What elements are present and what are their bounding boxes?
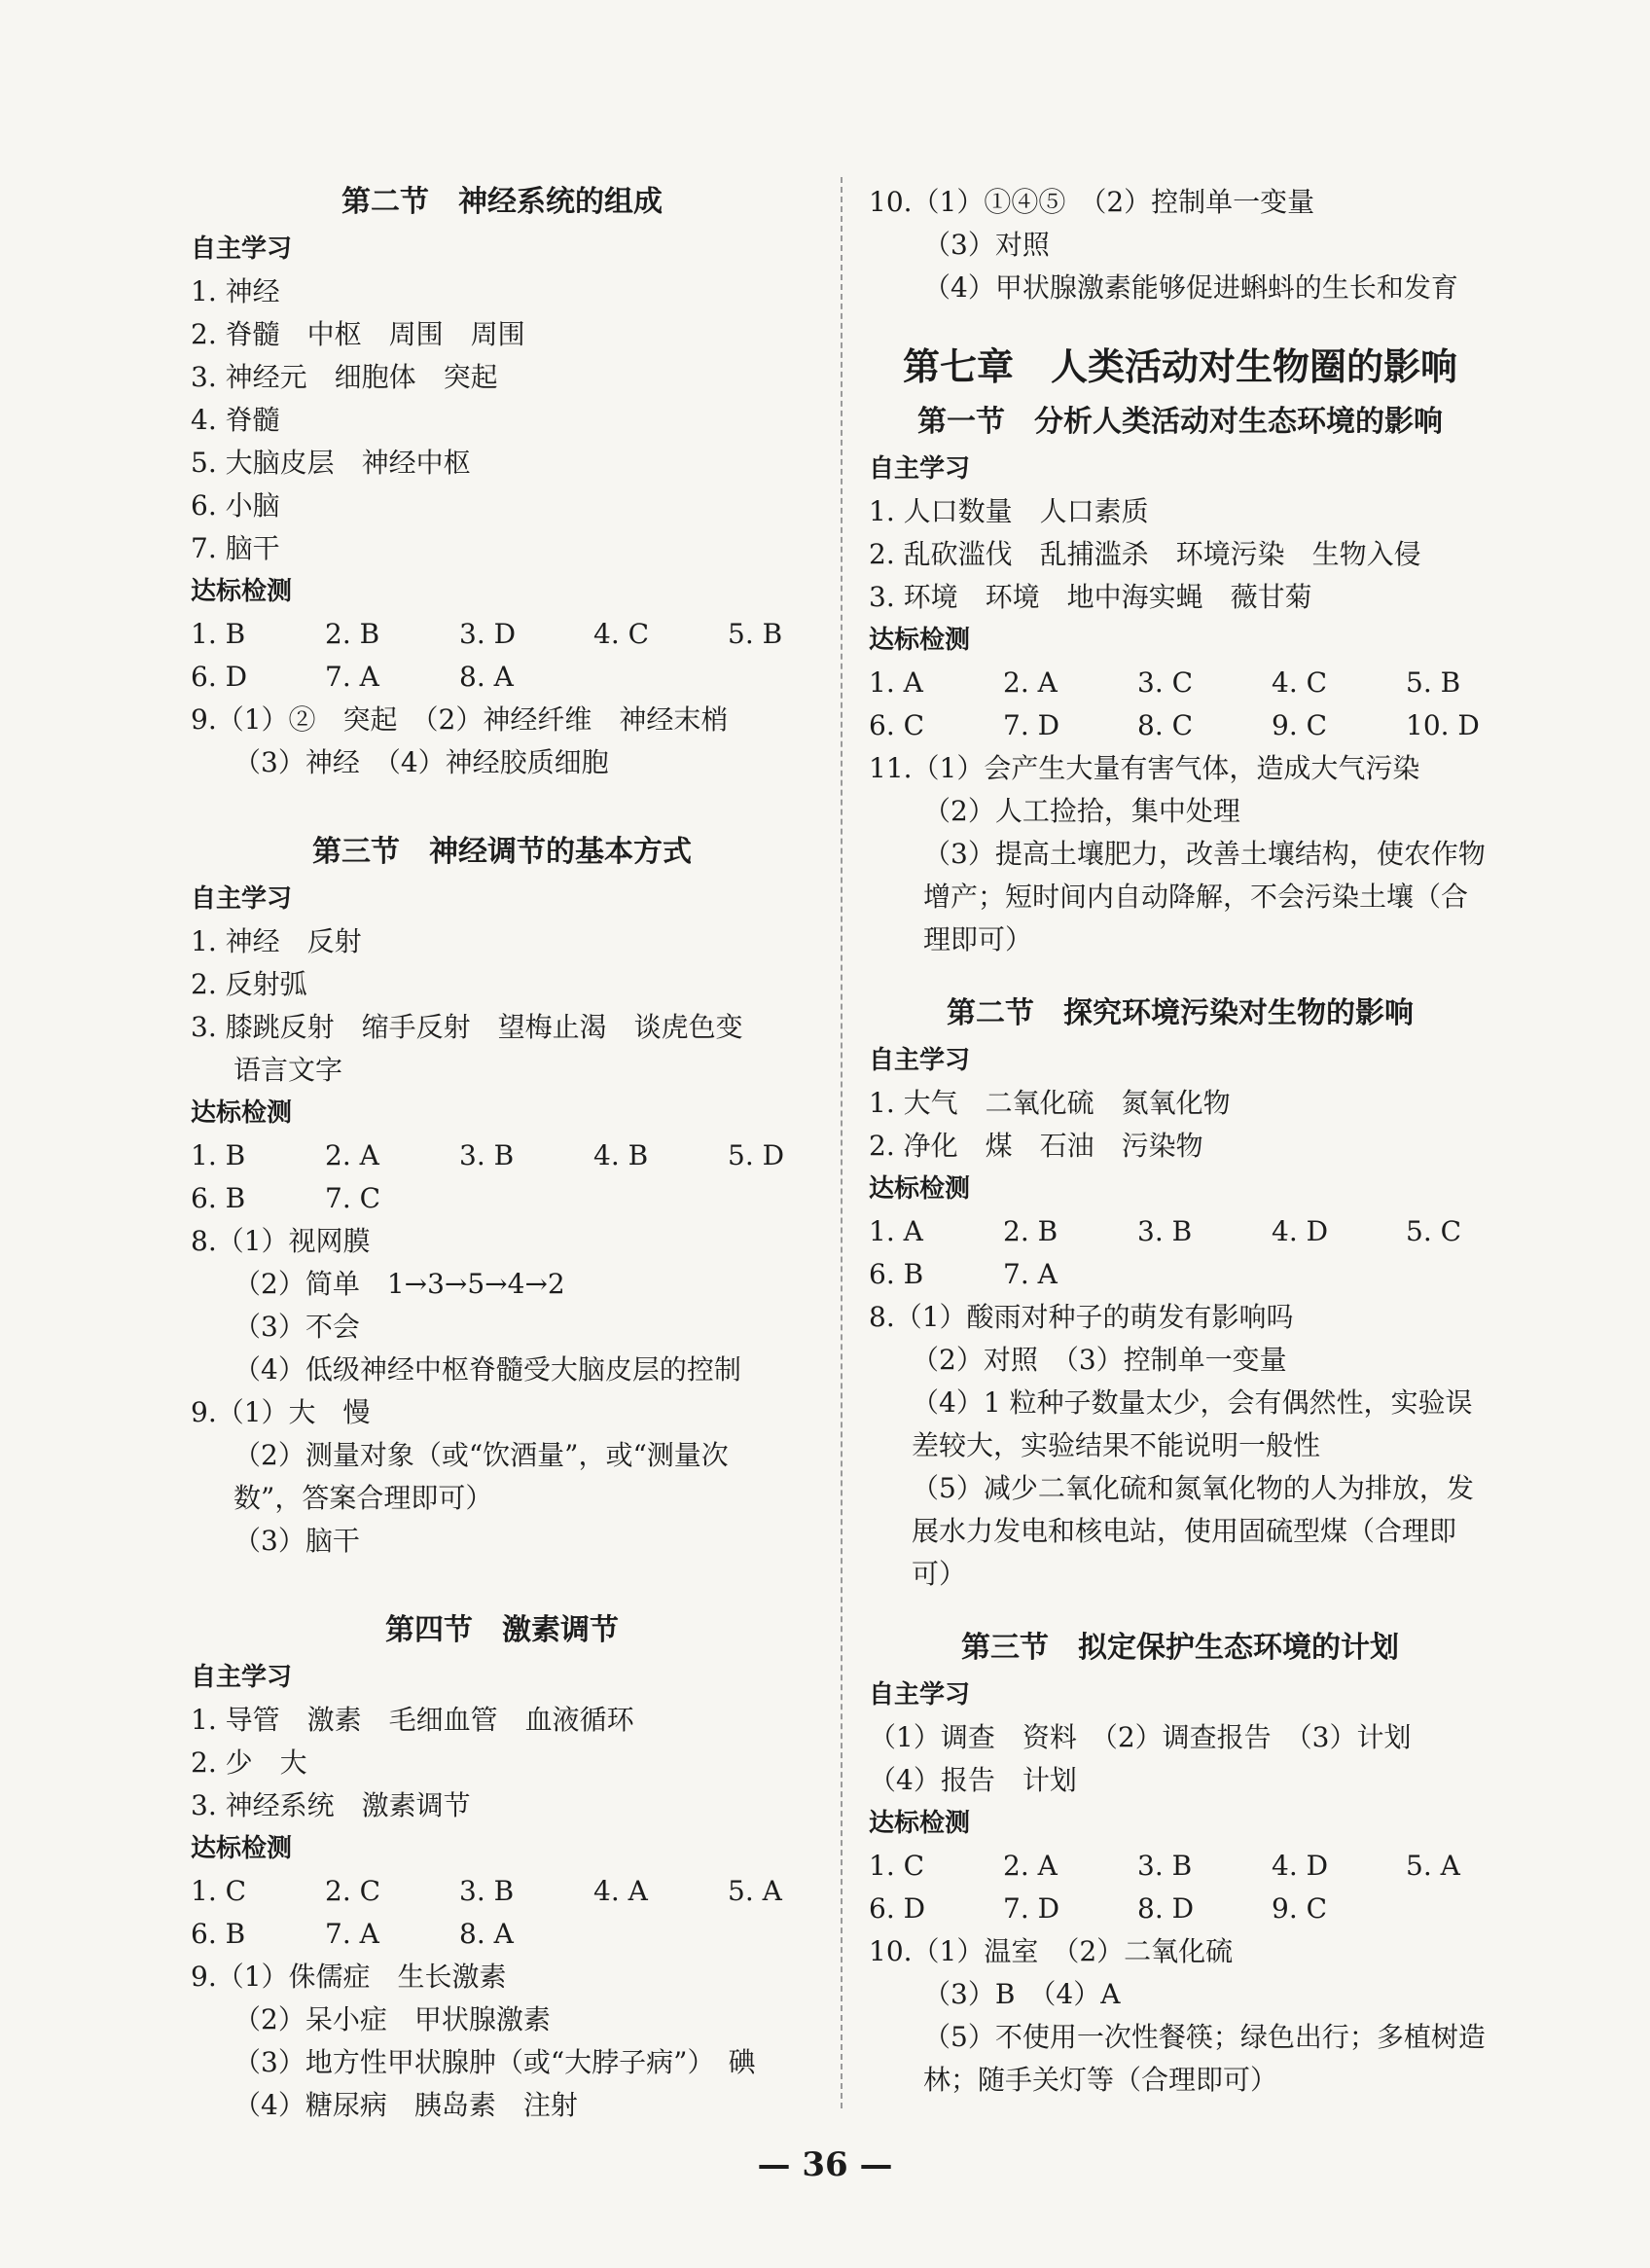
mc-answer: 3. C [1137, 666, 1194, 699]
mc-answer: 3. B [459, 1875, 515, 1907]
answer-line: （4）糖尿病 胰岛素 注射 [233, 2089, 578, 2121]
mc-answer: 7. C [325, 1182, 381, 1214]
mc-answer: 4. D [1272, 1215, 1329, 1247]
answer-line: 2. 少 大 [191, 1746, 307, 1779]
mc-answer: 2. B [1003, 1215, 1058, 1247]
mc-answer: 3. B [1137, 1850, 1193, 1882]
answer-line: 2. 反射弧 [191, 968, 307, 1000]
answer-line: 理即可） [923, 923, 1033, 955]
answer-line: 4. 脊髓 [191, 404, 280, 436]
subheading-zzxx: 自主学习 [191, 884, 293, 914]
mc-answer: 1. B [191, 618, 246, 650]
mc-answer: 9. C [1272, 1892, 1328, 1925]
mc-row [869, 1845, 1491, 1888]
answer-line: 9.（1）大 慢 [191, 1396, 371, 1428]
answer-line: 7. 脑干 [191, 532, 280, 564]
section-title: 第三节 拟定保护生态环境的计划 [961, 1631, 1399, 1665]
mc-answer: 4. C [593, 618, 650, 650]
answer-line: （4）低级神经中枢脊髓受大脑皮层的控制 [233, 1353, 741, 1386]
mc-row [869, 1253, 1491, 1296]
subheading-zzxx: 自主学习 [869, 1680, 971, 1710]
answer-line: （5）减少二氧化硫和氮氧化物的人为排放，发 [912, 1472, 1474, 1504]
mc-answer: 6. C [869, 709, 925, 741]
answer-line: 1. 大气 二氧化硫 氮氧化物 [869, 1087, 1231, 1119]
mc-answer: 3. B [1137, 1215, 1193, 1247]
left-column [191, 177, 813, 2127]
mc-answer: 7. D [1003, 1892, 1060, 1925]
mc-answer: 4. D [1272, 1850, 1329, 1882]
mc-answer: 4. A [593, 1875, 648, 1907]
mc-answer: 2. B [325, 618, 380, 650]
answer-line: 1. 导管 激素 毛细血管 血液循环 [191, 1704, 634, 1736]
section-title: 第一节 分析人类活动对生态环境的影响 [917, 405, 1443, 439]
answer-line: 1. 神经 反射 [191, 925, 362, 957]
answer-line: 10.（1）温室 （2）二氧化硫 [869, 1935, 1234, 1967]
answer-line: 语言文字 [233, 1054, 343, 1086]
mc-row [869, 1888, 1491, 1930]
section-title: 第二节 探究环境污染对生物的影响 [947, 996, 1414, 1030]
subheading-zzxx: 自主学习 [191, 234, 293, 264]
mc-row [191, 1870, 813, 1913]
mc-answer: 7. A [1003, 1258, 1058, 1290]
mc-answer: 6. B [869, 1258, 924, 1290]
answer-line: 3. 神经系统 激素调节 [191, 1789, 471, 1821]
answer-line: 3. 环境 环境 地中海实蝇 薇甘菊 [869, 581, 1312, 613]
answer-line: 展水力发电和核电站，使用固硫型煤（合理即 [912, 1515, 1457, 1547]
answer-line: 2. 脊髓 中枢 周围 周围 [191, 318, 525, 350]
mc-answer: 4. B [593, 1139, 649, 1171]
answer-line: （4）1 粒种子数量太少，会有偶然性，实验误 [912, 1386, 1473, 1419]
answer-line: 10.（1）①④⑤ （2）控制单一变量 [869, 186, 1315, 218]
answer-line: （3）脑干 [233, 1525, 360, 1557]
mc-answer: 9. C [1272, 709, 1328, 741]
subheading-dbjc: 达标检测 [191, 1098, 293, 1128]
subheading-zzxx: 自主学习 [869, 454, 971, 484]
answer-line: 11.（1）会产生大量有害气体，造成大气污染 [869, 752, 1420, 784]
answer-line: （4）报告 计划 [869, 1764, 1077, 1796]
mc-answer: 5. D [728, 1139, 785, 1171]
answer-line: 6. 小脑 [191, 489, 280, 522]
mc-answer: 5. B [1406, 666, 1461, 699]
answer-line: 差较大，实验结果不能说明一般性 [912, 1429, 1321, 1461]
page-number: — 36 — [757, 2145, 893, 2184]
mc-answer: 6. D [869, 1892, 926, 1925]
subheading-zzxx: 自主学习 [191, 1663, 293, 1692]
answer-line: （5）不使用一次性餐筷；绿色出行；多植树造 [923, 2021, 1486, 2053]
subheading-dbjc: 达标检测 [191, 577, 293, 606]
mc-answer: 6. D [191, 661, 248, 693]
answer-line: （4）甲状腺激素能够促进蝌蚪的生长和发育 [923, 271, 1458, 304]
mc-answer: 2. C [325, 1875, 381, 1907]
mc-answer: 7. D [1003, 709, 1060, 741]
answer-line: 8.（1）视网膜 [191, 1225, 371, 1257]
mc-answer: 3. D [459, 618, 517, 650]
answer-line: 9.（1）② 突起 （2）神经纤维 神经末梢 [191, 703, 729, 736]
column-divider [841, 177, 843, 2108]
answer-line: 1. 人口数量 人口素质 [869, 495, 1149, 527]
mc-answer: 7. A [325, 661, 379, 693]
mc-answer: 4. C [1272, 666, 1328, 699]
answer-line: 2. 乱砍滥伐 乱捕滥杀 环境污染 生物入侵 [869, 538, 1421, 570]
answer-line: （1）调查 资料 （2）调查报告 （3）计划 [869, 1721, 1412, 1753]
subheading-dbjc: 达标检测 [869, 626, 971, 655]
answer-line: 8.（1）酸雨对种子的萌发有影响吗 [869, 1301, 1294, 1333]
answer-line: 1. 神经 [191, 275, 280, 307]
section-title: 第二节 神经系统的组成 [341, 185, 663, 219]
mc-answer: 2. A [325, 1139, 379, 1171]
mc-row [869, 704, 1491, 747]
answer-line: （2）人工捡拾，集中处理 [923, 795, 1240, 827]
mc-answer: 5. A [1406, 1850, 1460, 1882]
answer-line: （3）地方性甲状腺肿（或“大脖子病”） 碘 [233, 2046, 756, 2078]
mc-row [191, 613, 813, 656]
answer-line: 3. 膝跳反射 缩手反射 望梅止渴 谈虎色变 [191, 1011, 743, 1043]
mc-answer: 8. C [1137, 709, 1194, 741]
answer-line: （3）提高土壤肥力，改善土壤结构，使农作物 [923, 838, 1486, 870]
mc-answer: 8. D [1137, 1892, 1195, 1925]
answer-line: （2）呆小症 甲状腺激素 [233, 2003, 551, 2035]
right-column [869, 181, 1491, 2102]
mc-answer: 1. C [191, 1875, 247, 1907]
mc-row [191, 1134, 813, 1177]
chapter-title: 第七章 人类活动对生物圈的影响 [902, 345, 1457, 388]
answer-line: （2）测量对象（或“饮酒量”，或“测量次 [233, 1439, 729, 1471]
answer-line: （2）简单 1→3→5→4→2 [233, 1268, 565, 1300]
answer-line: （3）B （4）A [923, 1978, 1121, 2010]
mc-answer: 8. A [459, 1918, 514, 1950]
mc-answer: 1. B [191, 1139, 246, 1171]
answer-line: 9.（1）侏儒症 生长激素 [191, 1961, 507, 1993]
mc-answer: 6. B [191, 1918, 246, 1950]
answer-line: （3）不会 [233, 1311, 360, 1343]
answer-line: 增产；短时间内自动降解，不会污染土壤（合 [923, 881, 1469, 913]
section-title: 第四节 激素调节 [385, 1613, 619, 1647]
mc-answer: 2. A [1003, 666, 1058, 699]
mc-row [869, 1210, 1491, 1253]
subheading-zzxx: 自主学习 [869, 1046, 971, 1075]
subheading-dbjc: 达标检测 [191, 1834, 293, 1863]
mc-answer: 5. B [728, 618, 783, 650]
answer-line: （3）对照 [923, 229, 1050, 261]
mc-answer: 8. A [459, 661, 514, 693]
mc-answer: 6. B [191, 1182, 246, 1214]
subheading-dbjc: 达标检测 [869, 1174, 971, 1204]
mc-answer: 2. A [1003, 1850, 1058, 1882]
mc-row [191, 1177, 813, 1220]
subheading-dbjc: 达标检测 [869, 1809, 971, 1838]
mc-answer: 1. C [869, 1850, 925, 1882]
mc-row [869, 662, 1491, 704]
mc-answer: 7. A [325, 1918, 379, 1950]
mc-answer: 5. C [1406, 1215, 1462, 1247]
answer-line: 数”，答案合理即可） [233, 1482, 493, 1514]
mc-answer: 5. A [728, 1875, 782, 1907]
answer-line: 2. 净化 煤 石油 污染物 [869, 1130, 1203, 1162]
answer-line: （3）神经 （4）神经胶质细胞 [233, 746, 609, 778]
answer-line: 林；随手关灯等（合理即可） [923, 2064, 1278, 2096]
mc-answer: 1. A [869, 666, 923, 699]
answer-line: 可） [912, 1558, 967, 1590]
mc-answer: 3. B [459, 1139, 515, 1171]
answer-line: 3. 神经元 细胞体 突起 [191, 361, 498, 393]
answer-line: （2）对照 （3）控制单一变量 [912, 1344, 1287, 1376]
section-title: 第三节 神经调节的基本方式 [312, 835, 692, 869]
mc-row [191, 656, 813, 699]
answer-line: 5. 大脑皮层 神经中枢 [191, 447, 471, 479]
mc-answer: 10. D [1406, 709, 1480, 741]
mc-answer: 1. A [869, 1215, 923, 1247]
mc-row [191, 1913, 813, 1956]
